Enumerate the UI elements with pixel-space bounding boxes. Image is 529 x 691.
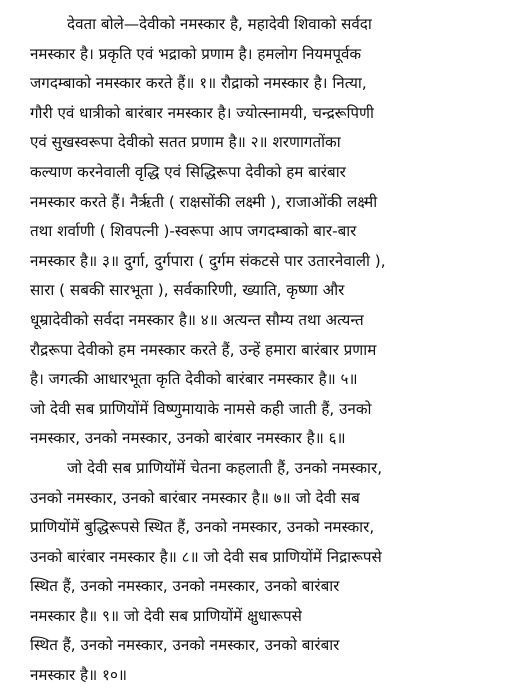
text-line: नमस्कार है। प्रकृति एवं भद्राको प्रणाम है। हमलोग नियमपूर्वक [30, 44, 362, 63]
text-line: उनको बारंबार नमस्कार है॥ ८॥ जो देवी सब प्राणियोंमें निद्रारूपसे [30, 547, 382, 566]
text-line: धूम्रादेवीको सर्वदा नमस्कार है॥ ४॥ अत्यन्त सौम्य तथा अत्यन्त [30, 310, 364, 329]
text-line: गौरी एवं धात्रीको बारंबार नमस्कार है। ज्योत्स्नामयी, चन्द्ररूपिणी [30, 103, 374, 122]
text-line: जो देवी सब प्राणियोंमें विष्णुमायाके नामसे कही जाती हैं, उनको [30, 399, 372, 418]
text-line: नमस्कार करते हैं। नैर्ऋती ( राक्षसोंकी लक्ष्मी ), राजाओंकी लक्ष्मी [30, 192, 378, 211]
text-line: है। जगत्की आधारभूता कृति देवीको बारंबार नमस्कार है॥ ५॥ [30, 370, 358, 389]
text-line: रौद्ररूपा देवीको हम नमस्कार करते हैं, उन्हें हमारा बारंबार प्रणाम [30, 340, 377, 359]
text-line: उनको नमस्कार, उनको बारंबार नमस्कार है॥ ७॥ जो देवी सब [30, 488, 360, 507]
text-line: जगदम्बाको नमस्कार करते हैं॥ १॥ रौद्राको नमस्कार है। नित्या, [30, 74, 367, 93]
text-line: कल्याण करनेवाली वृद्धि एवं सिद्धिरूपा देवीको हम बारंबार [30, 162, 346, 181]
text-line: सारा ( सबकी सारभूता ), सर्वकारिणी, ख्याति, कृष्णा और [30, 281, 345, 300]
text-line: नमस्कार, उनको नमस्कार, उनको बारंबार नमस्कार है॥ ६॥ [30, 429, 346, 448]
text-line: तथा शर्वाणी ( शिवपत्नी )-स्वरूपा आप जगदम्बाको बार-बार [30, 222, 357, 241]
text-line: प्राणियोंमें बुद्धिरूपसे स्थित हैं, उनको नमस्कार, उनको नमस्कार, [30, 518, 375, 537]
text-line: जो देवी सब प्राणियोंमें चेतना कहलाती हैं, उनको नमस्कार, [67, 458, 383, 477]
text-line: स्थित हैं, उनको नमस्कार, उनको नमस्कार, उनको बारंबार [30, 577, 340, 596]
text-line: नमस्कार है॥ १०॥ [30, 666, 127, 685]
text-line: एवं सुखस्वरूपा देवीको सतत प्रणाम है॥ २॥ शरणागतोंका [30, 133, 341, 152]
text-line: नमस्कार है॥ ३॥ दुर्गा, दुर्गपारा ( दुर्गम संकटसे पार उतारनेवाली ), [30, 251, 386, 270]
text-line: नमस्कार है॥ ९॥ जो देवी सब प्राणियोंमें क्षुधारूपसे [30, 606, 302, 625]
text-line: स्थित हैं, उनको नमस्कार, उनको नमस्कार, उनको बारंबार [30, 636, 340, 655]
text-line: देवता बोले—देवीको नमस्कार है, महादेवी शिवाको सर्वदा [67, 15, 372, 33]
